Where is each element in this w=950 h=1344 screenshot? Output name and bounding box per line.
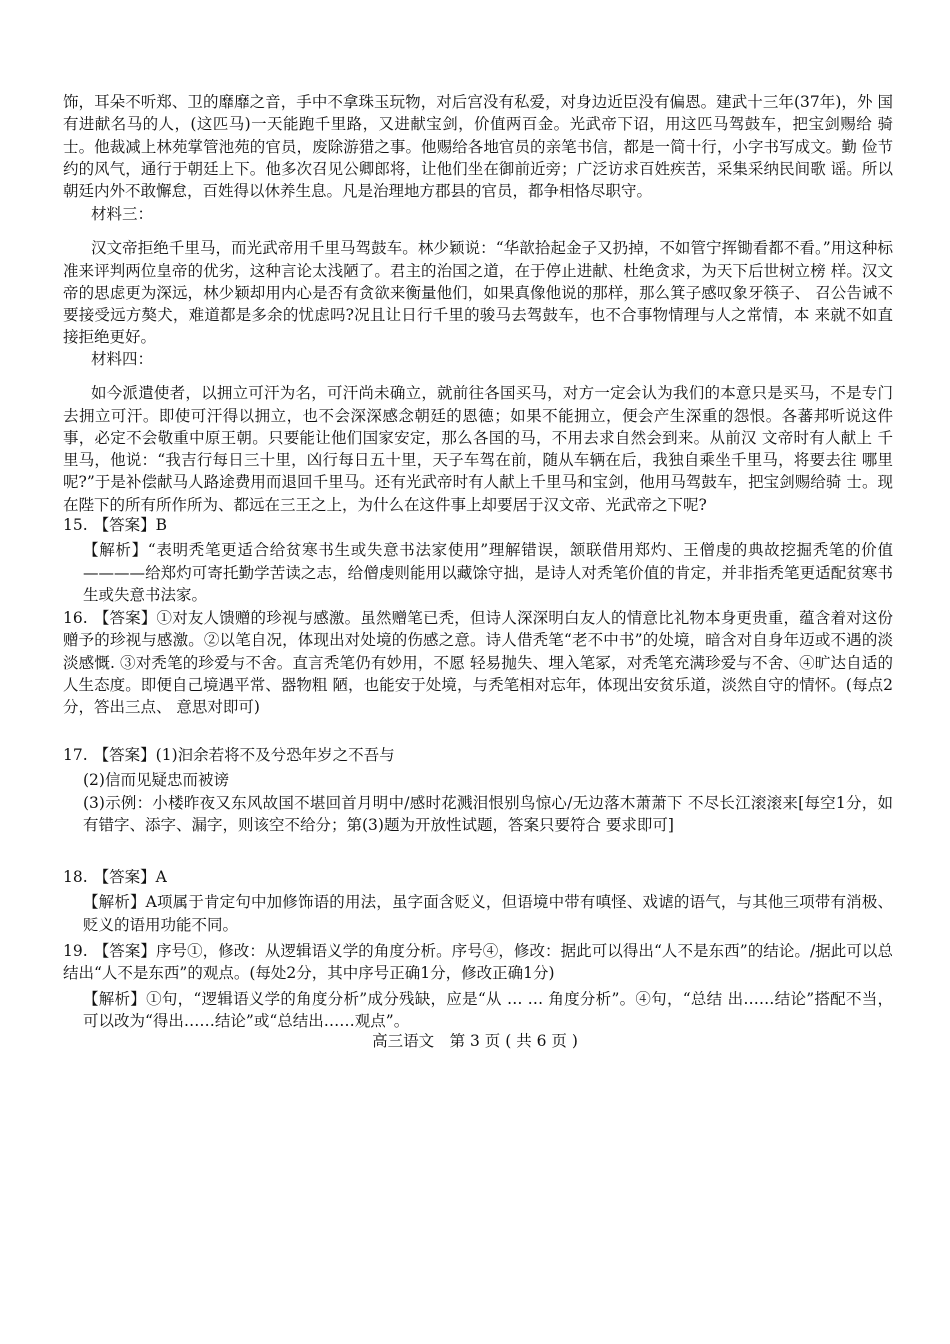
question-18 <box>63 864 893 936</box>
analysis-text: 【解析】①句，“逻辑语义学的角度分析”成分残缺，应是“从 … … 角度分析”。④句，“总结 出……结论”搭配不当，可以改为“得出……结论”或“总结出……观点”。 <box>83 989 893 1031</box>
question-15 <box>63 512 893 607</box>
material-three-label: 材料三： <box>91 205 154 223</box>
material-three-paragraph: 汉文帝拒绝千里马，而光武帝用千里马驾鼓车。林少颖说：“华歆拾起金子又扔掉，不如管宁挥锄看都不看。”用这种标准来评判两位皇帝的优劣，这种言论太浅陋了。君主的治国之道，在于停止进献、杜绝贪求，为天下后世树立榜 样。汉文帝的思虑更为深远，林少颖却用内心是否有贪欲来衡量他们，如果真像他说的那样，那么箕子感叹象牙筷子、 召公告诫不要接受远方獒犬，难道都是多余的忧虑吗?况且让日行千里的骏马去驾鼓车，也不合事物情理与人之常情，本 来就不如直接拒绝更好。 <box>63 239 893 347</box>
material-four-paragraph: 如今派遣使者，以拥立可汗为名，可汗尚未确立，就前往各国买马，对方一定会认为我们的本意只是买马，不是专门去拥立可汗。即使可汗得以拥立，也不会深深感念朝廷的恩德；如果不能拥立，便会产生深重的怨恨。各蕃邦听说这件事，必定不会敬重中原王朝。只要能让他们国家安定，那么各国的马，不用去求自然会到来。从前汉 文帝时有人献上 千里马，他说：“我吉行每日三十里，凶行每日五十里，天子车驾在前，随从车辆在后，我独自乘坐千里马，将要去往 哪里呢?”于是补偿献马人路途费用而退回千里马。还有光武帝时有人献上千里马和宝剑，他用马驾鼓车，把宝剑赐给骑 士。现在陛下的所有所作所为、都远在三王之上，为什么在这件事上却要居于汉文帝、光武帝之下呢? <box>63 384 893 514</box>
answer-line-3: (3)示例：小楼昨夜又东风故国不堪回首月明中/感时花溅泪恨别鸟惊心/无边落木萧萧下 不尽长江滚滚来[每空1分，如有错字、添字、漏字，则该空不给分；第(3)题为开放性试题，答案只要符合 要求即可] <box>83 793 893 835</box>
analysis-text: 【解析】A项属于肯定句中加修饰语的用法，虽字面含贬义，但语境中带有嗔怪、戏谑的语气，与其他三项带有消极、贬义的语用功能不同。 <box>83 893 893 934</box>
question-number: 15. <box>63 516 88 534</box>
answer-label: 【答案】B <box>93 516 168 534</box>
answer-text: 【答案】(1)汩余若将不及兮恐年岁之不吾与 <box>93 746 395 764</box>
page-footer: 高三语文 第 3 页 ( 共 6 页 ) <box>372 1032 578 1050</box>
material-two-paragraph: 饰，耳朵不听郑、卫的靡靡之音，手中不拿珠玉玩物，对后宫没有私爱，对身边近臣没有偏恩。建武十三年(37年)，外 国有进献名马的人，(这匹马)一天能跑千里路，又进献宝剑，价值两百金。光武帝下诏，用这匹马驾鼓车，把宝剑赐给 骑士。他裁减上林苑掌管池苑的官员，废除游猎之事。他赐给各地官员的亲笔书信，都是一简十行，小字书写成文。勤 俭节约的风气，通行于朝廷上下。他多次召见公卿郎将，让他们坐在御前近旁；广泛访求百姓疾苦，采集采纳民间歌 谣。所以朝廷内外不敢懈怠，百姓得以休养生息。凡是治理地方郡县的官员，都争相恪尽职守。 <box>63 93 893 201</box>
question-16 <box>63 605 893 718</box>
question-number: 17. <box>63 746 88 764</box>
answer-text: 【答案】①对友人馈赠的珍视与感激。虽然赠笔已秃，但诗人深深明白友人的情意比礼物本身更贵重，蕴含着对这份赠予的珍视与感激。②以笔自况，体现出对处境的伤感之意。诗人借秃笔“老不中书”的处境，暗含对自身年迈或不遇的淡淡感慨. ③对秃笔的珍爱与不舍。直言秃笔仍有妙用，不愿 轻易抛失、埋入笔冢，对秃笔充满珍爱与不舍、④旷达自适的人生态度。即便自己境遇平常、器物粗 陋，也能安于处境，与秃笔相对忘年，体现出安贫乐道，淡然自守的情怀。(每点2分，答出三点、 意思对即可) <box>63 609 893 717</box>
analysis-text: 【解析】“表明秃笔更适合给贫寒书生或失意书法家使用”理解错误，颔联借用郑灼、王僧虔的典故挖掘秃笔的价值————给郑灼可寄托勤学苦读之志，给僧虔则能用以藏馀守拙，是诗人对秃笔价值的肯定，并非指秃笔更适配贫寒书生或失意书法家。 <box>83 541 893 605</box>
question-number: 16. <box>63 609 88 627</box>
answer-line-2: (2)信而见疑忠而被谤 <box>83 771 229 790</box>
question-number: 19. <box>63 942 88 960</box>
material-four <box>63 348 893 516</box>
material-two-tail <box>63 91 893 202</box>
question-number: 18. <box>63 868 88 886</box>
question-17 <box>63 742 893 837</box>
material-three <box>63 203 893 349</box>
answer-text: 【答案】序号①，修改：从逻辑语义学的角度分析。序号④，修改：据此可以得出“人不是东西”的结论。/据此可以总结出“人不是东西”的观点。(每处2分，其中序号正确1分，修改正确1分) <box>63 942 893 983</box>
answer-label: 【答案】A <box>93 868 167 886</box>
material-four-label: 材料四： <box>91 350 154 368</box>
question-19 <box>63 938 893 1033</box>
